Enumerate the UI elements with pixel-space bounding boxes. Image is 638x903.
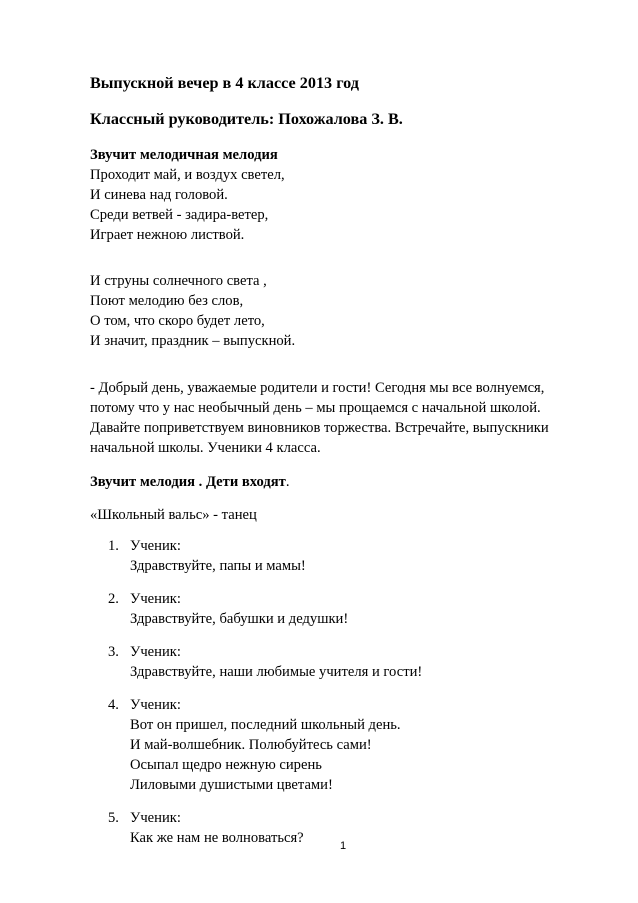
list-item (90, 589, 590, 629)
poem-line: И струны солнечного света , (90, 273, 267, 289)
poem-line: О том, что скоро будет лето, (90, 313, 265, 329)
greeting-line: потому что у нас необычный день – мы прощаемся с начальной школой. (90, 400, 541, 416)
item-line: Ученик: (130, 538, 181, 554)
poem-line: Проходит май, и воздух светел, (90, 167, 285, 183)
item-line: Ученик: (130, 697, 181, 713)
teacher-line: Классный руководитель: Похожалова З. В. (90, 110, 403, 128)
item-line: Ученик: (130, 591, 181, 607)
item-line: Лиловыми душистыми цветами! (130, 777, 333, 793)
item-number: 1. (108, 538, 119, 554)
poem-line: Поют мелодию без слов, (90, 293, 244, 309)
poem-stanza-2 (90, 271, 295, 351)
intro-heading: Звучит мелодичная мелодия (90, 147, 278, 163)
poem-line: И значит, праздник – выпускной. (90, 333, 296, 349)
melody-bold: Звучит мелодия . Дети входят (90, 474, 286, 490)
list-item (90, 642, 590, 682)
melody-line (90, 472, 580, 492)
item-number: 4. (108, 697, 119, 713)
list-item (90, 536, 590, 576)
item-line: Ученик: (130, 810, 181, 826)
item-line: Ученик: (130, 644, 181, 660)
poem-line: И синева над головой. (90, 187, 228, 203)
greeting-line: Давайте поприветствуем виновников торжества. Встречайте, выпускники (90, 420, 549, 436)
item-line: Здравствуйте, бабушки и дедушки! (130, 611, 349, 627)
item-line: Здравствуйте, наши любимые учителя и гости! (130, 664, 423, 680)
item-number: 3. (108, 644, 119, 660)
document-title: Выпускной вечер в 4 классе 2013 год (90, 74, 359, 92)
poem-line: Среди ветвей - задира-ветер, (90, 207, 269, 223)
item-line: Здравствуйте, папы и мамы! (130, 558, 306, 574)
item-line: Как же нам не волноваться? (130, 830, 304, 846)
greeting-line: начальной школы. Ученики 4 класса. (90, 440, 321, 456)
item-line: И май-волшебник. Полюбуйтесь сами! (130, 737, 372, 753)
poem-line: Играет нежною листвой. (90, 227, 245, 243)
students-list (90, 536, 590, 861)
item-number: 2. (108, 591, 119, 607)
item-line: Вот он пришел, последний школьный день. (130, 717, 401, 733)
greeting-line: - Добрый день, уважаемые родители и гости! Сегодня мы все волнуемся, (90, 380, 545, 396)
waltz-line: «Школьный вальс» - танец (90, 507, 257, 523)
greeting-paragraph (90, 378, 580, 458)
melody-end: . (285, 474, 290, 490)
list-item (90, 695, 590, 795)
item-number: 5. (108, 810, 119, 826)
poem-stanza-1 (90, 145, 285, 245)
item-line: Осыпал щедро нежную сирень (130, 757, 322, 773)
page-number: 1 (340, 840, 347, 852)
